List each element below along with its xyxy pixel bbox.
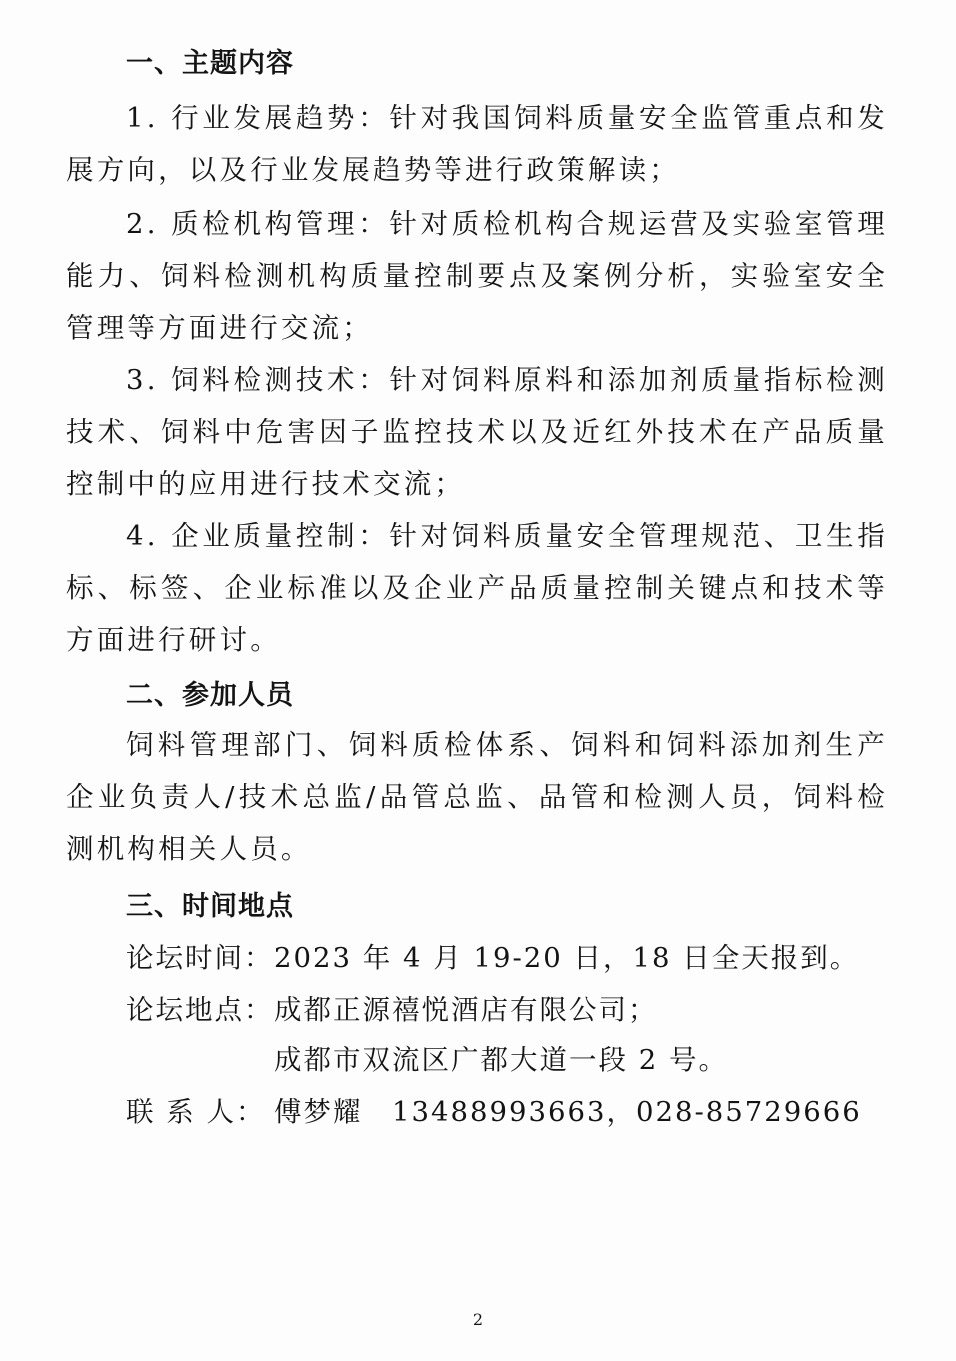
contact-value: 傅梦耀 13488993663，028-85729666 [274, 1096, 862, 1128]
section-heading-participants: 二、参加人员 [126, 680, 294, 711]
topic-item-1: 1. 行业发展趋势：针对我国饲料质量安全监管重点和发展方向，以及行业发展趋势等进行政策解读； [66, 102, 888, 186]
contact-label: 联 系 人： [126, 1096, 266, 1128]
forum-place-value-2: 成都市双流区广都大道一段 2 号。 [274, 1044, 728, 1076]
section-heading-time-place: 三、时间地点 [126, 891, 294, 922]
page-number: 2 [472, 1310, 484, 1329]
section-heading-topics: 一、主题内容 [126, 48, 294, 79]
participants-text: 饲料管理部门、饲料质检体系、饲料和饲料添加剂生产企业负责人/技术总监/品管总监、品管和检测人员，饲料检测机构相关人员。 [66, 729, 888, 865]
topic-item-3: 3. 饲料检测技术：针对饲料原料和添加剂质量指标检测技术、饲料中危害因子监控技术以及近红外技术在产品质量控制中的应用进行技术交流； [66, 364, 888, 500]
forum-time-value: 2023 年 4 月 19-20 日，18 日全天报到。 [274, 942, 860, 974]
forum-place-label: 论坛地点： [126, 994, 274, 1026]
forum-place-value-1: 成都正源禧悦酒店有限公司； [274, 994, 658, 1026]
forum-time-label: 论坛时间： [126, 942, 274, 974]
topic-item-2: 2. 质检机构管理：针对质检机构合规运营及实验室管理能力、饲料检测机构质量控制要点及案例分析，实验室安全管理等方面进行交流； [66, 208, 888, 344]
topic-item-4: 4. 企业质量控制：针对饲料质量安全管理规范、卫生指标、标签、企业标准以及企业产品质量控制关键点和技术等方面进行研讨。 [66, 520, 888, 656]
